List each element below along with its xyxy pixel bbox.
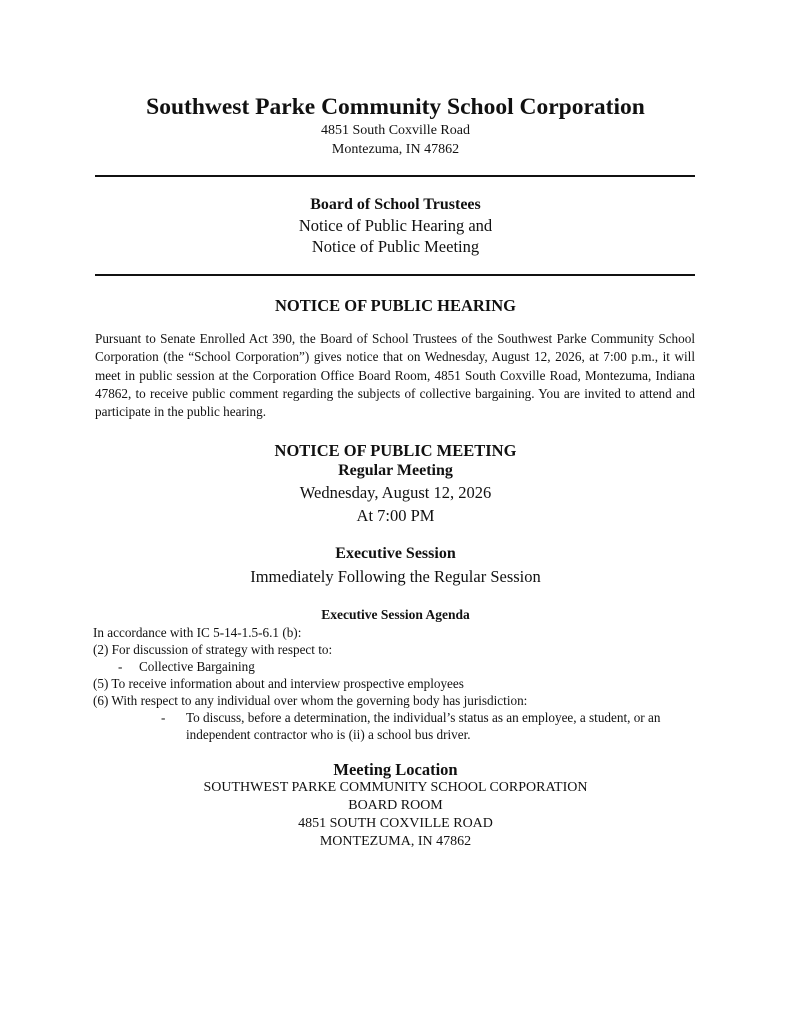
dash-bullet: - (118, 659, 123, 674)
divider-top (95, 175, 695, 177)
dash-bullet: - (161, 710, 166, 725)
location-line-1: SOUTHWEST PARKE COMMUNITY SCHOOL CORPORATION (203, 780, 588, 795)
agenda-item-2-sub (93, 658, 703, 675)
location-line-4: MONTEZUMA, IN 47862 (319, 834, 472, 849)
agenda-item-2: (2) For discussion of strategy with respect to: (93, 642, 333, 657)
executive-session-heading: Executive Session (335, 545, 456, 562)
agenda-item-5: (5) To receive information about and interview prospective employees (93, 676, 464, 691)
agenda-list (93, 624, 703, 743)
organization-title: Southwest Parke Community School Corporation (146, 94, 645, 120)
agenda-title: Executive Session Agenda (321, 607, 470, 622)
notice-subtitle-2: Notice of Public Meeting (311, 237, 480, 256)
divider-bottom (95, 274, 695, 276)
meeting-time: At 7:00 PM (356, 506, 435, 525)
meeting-type: Regular Meeting (338, 462, 453, 479)
agenda-item-6-sub-text: To discuss, before a determination, the individual’s status as an employee, a student, or an independent contractor who is (ii) a school bus driver. (186, 710, 661, 742)
executive-session-timing: Immediately Following the Regular Session (250, 567, 541, 586)
location-heading: Meeting Location (333, 760, 458, 779)
agenda-item-2-sub-text: Collective Bargaining (139, 659, 255, 674)
agenda-intro: In accordance with IC 5-14-1.5-6.1 (b): (93, 625, 302, 640)
address-line-2: Montezuma, IN 47862 (331, 142, 460, 157)
agenda-item-6-sub (93, 709, 703, 743)
meeting-date: Wednesday, August 12, 2026 (299, 483, 492, 502)
hearing-paragraph: Pursuant to Senate Enrolled Act 390, the Board of School Trustees of the Southwest Parke Community School Corporation (the “School Corporation”) gives notice that on Wednesday, August 12, 2026, at 7:00 p.m., it will meet in public session at the Corporation Office Board Room, 4851 South Coxville Road, Montezuma, Indiana 47862, to receive public comment regarding the subjects of collective bargaining. You are invited to attend and participate in the public hearing. (95, 331, 695, 420)
location-line-3: 4851 SOUTH COXVILLE ROAD (298, 816, 493, 831)
notice-subtitle-1: Notice of Public Hearing and (298, 216, 493, 235)
agenda-item-6: (6) With respect to any individual over whom the governing body has jurisdiction: (93, 693, 528, 708)
board-title: Board of School Trustees (310, 196, 481, 213)
meeting-heading: NOTICE OF PUBLIC MEETING (274, 441, 517, 460)
location-line-2: BOARD ROOM (348, 798, 443, 813)
address-line-1: 4851 South Coxville Road (321, 123, 470, 138)
hearing-heading: NOTICE OF PUBLIC HEARING (275, 296, 516, 315)
